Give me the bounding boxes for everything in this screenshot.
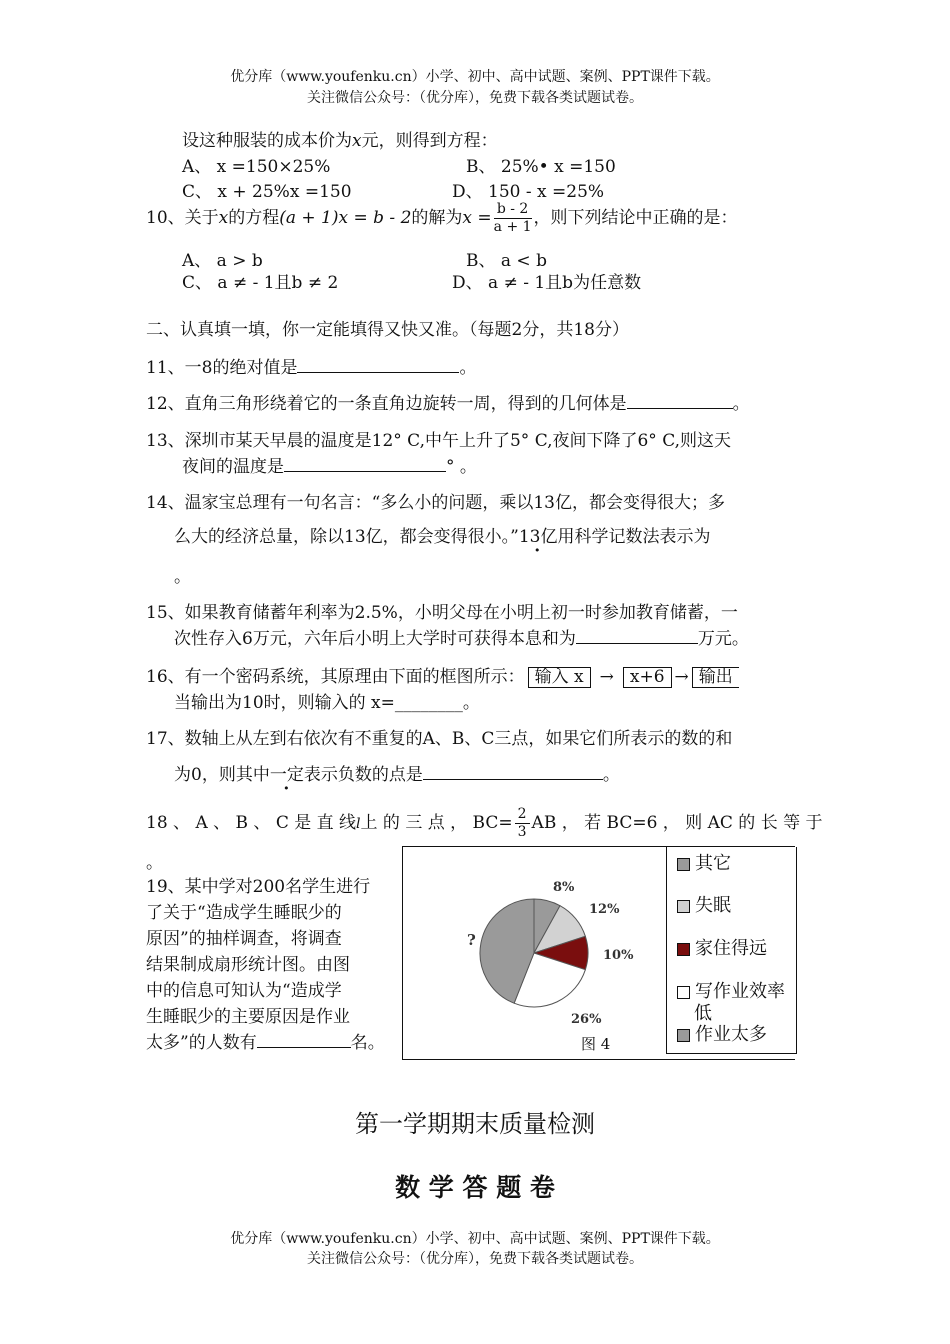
q10-option-c: C、 a ≠ - 1且b ≠ 2	[182, 273, 339, 293]
q16-input-box: 输入 x	[528, 667, 591, 688]
q18: 18 、 A 、 B 、 C 是 直 线l上 的 三 点 ， BC= $\frac{2}{3}$ AB ， 若 BC=6 ， 则 AC 的 长 等 于	[146, 806, 823, 840]
q9-lead: 设这种服装的成本价为x元，则得到方程：	[182, 131, 498, 151]
q13-answer-blank[interactable]	[284, 455, 446, 472]
q9-option-c: C、 x + 25%x =150	[182, 182, 352, 202]
legend-item-insomnia: 失眠	[677, 891, 731, 917]
q14-line-3: 。	[174, 567, 191, 587]
q18-end: 。	[146, 853, 163, 873]
legend-item-other: 其它	[677, 849, 731, 875]
section-2-heading: 二、认真填一填，你一定能填得又快又准。（每题2分，共18分）	[146, 320, 629, 340]
q19-text: 19、某中学对200名学生进行 了关于“造成学生睡眠少的 原因”的抽样调查，将调查 结果制成扇形统计图。由图 中的信息可知认为“造成学 生睡眠少的主要原因是作业 太多”的人数有 名。	[146, 877, 385, 1053]
q13-line-2: 夜间的温度是 ° 。	[182, 457, 477, 477]
q9-option-d: D、 150 - x =25%	[452, 182, 605, 202]
q15-answer-blank[interactable]	[576, 627, 698, 644]
q17-line-2: 为0，则其中一定表示负数的点是 。	[174, 765, 620, 785]
figure-caption: 图 4	[581, 1035, 611, 1053]
q14-line-2: 么大的经济总量，除以13亿，都会变得很小。”13亿 ·用科学记数法表示为	[174, 522, 710, 547]
legend-item-low-efficiency-wrap: 低	[694, 1003, 712, 1024]
q10-option-a: A、 a > b	[182, 251, 263, 271]
answer-sheet-title: 数 学 答 题 卷	[395, 1173, 555, 1202]
q9-option-b: B、 25%• x =150	[466, 157, 616, 177]
pie-chart-figure	[402, 846, 795, 1060]
q10-stem: 10、关于x的方程(a + 1)x = b - 2的解为x = $\frac{b - 2}{a + 1}$ ，则下列结论中正确的是：	[146, 201, 738, 235]
legend-item-low-efficiency: 写作业效率	[677, 977, 785, 1003]
pie-label-3: 26%	[571, 1012, 602, 1027]
q10-fraction: $\frac{b - 2}{a + 1}$	[493, 201, 532, 235]
pie-chart	[403, 847, 667, 1059]
q11: 11、一8的绝对值是 。	[146, 358, 477, 378]
q16-line-1: 16、有一个密码系统，其原理由下面的框图所示： 输入 x → x+6 → 输出	[146, 662, 742, 688]
pie-label-0: 8%	[553, 880, 575, 895]
exam-title: 第一学期期末质量检测	[355, 1110, 595, 1138]
q13-line-1: 13、深圳市某天早晨的温度是12° C,中午上升了5° C,夜间下降了6° C,则这天	[146, 431, 732, 451]
pie-label-1: 12%	[589, 902, 620, 917]
q15-line-1: 15、如果教育储蓄年利率为2.5%，小明父母在小明上初一时参加教育储蓄，一	[146, 603, 738, 623]
legend-item-too-much-homework: 作业太多	[677, 1020, 767, 1046]
q14-line-1: 14、温家宝总理有一句名言：“多么小的问题，乘以13亿，都会变得很大；多	[146, 493, 725, 513]
pie-label-4: ?	[467, 931, 476, 949]
q17-answer-blank[interactable]	[423, 763, 603, 780]
header-line-2: 关注微信公众号：（优分库），免费下载各类试题试卷。	[307, 90, 643, 106]
q11-answer-blank[interactable]	[297, 356, 459, 373]
q19-answer-blank[interactable]	[257, 1031, 351, 1048]
footer-line-1: 优分库（www.youfenku.cn）小学、初中、高中试题、案例、PPT课件下载。	[230, 1231, 720, 1247]
q16-add-box: x+6	[623, 667, 672, 688]
header-line-1: 优分库（www.youfenku.cn）小学、初中、高中试题、案例、PPT课件下载。	[230, 69, 720, 85]
q10-option-b: B、 a < b	[466, 251, 547, 271]
q12: 12、直角三角形绕着它的一条直角边旋转一周，得到的几何体是 。	[146, 394, 750, 414]
q12-answer-blank[interactable]	[627, 392, 733, 409]
pie-label-2: 10%	[603, 948, 634, 963]
q9-option-a: A、 x =150×25%	[182, 157, 331, 177]
pie-legend	[666, 847, 797, 1054]
legend-item-live-far: 家住得远	[677, 934, 767, 960]
q16-line-2: 当输出为10时，则输入的 x=________。	[174, 693, 480, 713]
q15-line-2: 次性存入6万元，六年后小明上大学时可获得本息和为 万元。	[174, 629, 749, 649]
q17-line-1: 17、数轴上从左到右依次有不重复的A、B、C三点，如果它们所表示的数的和	[146, 729, 733, 749]
footer-line-2: 关注微信公众号：（优分库），免费下载各类试题试卷。	[307, 1251, 643, 1267]
q18-fraction: $\frac{2}{3}$	[515, 806, 530, 841]
q10-option-d: D、 a ≠ - 1且b为任意数	[452, 273, 642, 293]
q16-output-box: 输出	[692, 667, 739, 688]
